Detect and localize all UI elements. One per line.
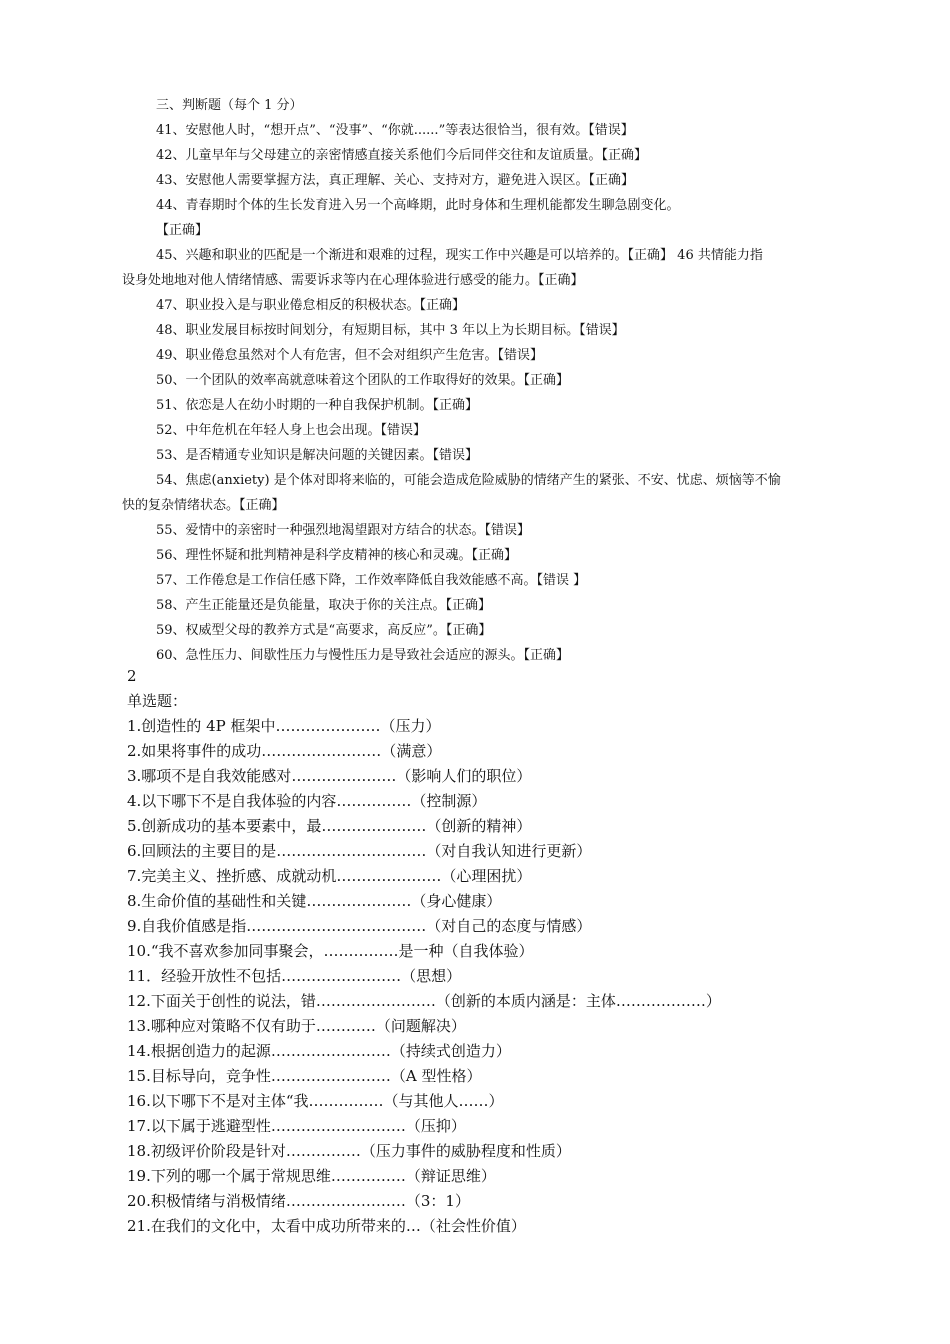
question-49: 49、职业倦怠虽然对个人有危害，但不会对组织产生危害。【错误】 [156, 348, 544, 363]
choice-item-11: 11．经验开放性不包括……………………（思想） [127, 967, 462, 985]
question-57: 57、工作倦怠是工作信任感下降，工作效率降低自我效能感不高。【错误 】 [156, 573, 587, 588]
choice-item-7: 7.完美主义、挫折感、成就动机…………………（心理困扰） [127, 867, 532, 885]
question-56: 56、理性怀疑和批判精神是科学皮精神的核心和灵魂。【正确】 [156, 548, 518, 563]
question-54-cont: 快的复杂情绪状态。【正确】 [122, 498, 285, 513]
section-heading: 单选题： [127, 692, 188, 710]
choice-item-19: 19.下列的哪一个属于常规思维……………（辩证思维） [127, 1167, 496, 1185]
choice-item-4: 4.以下哪下不是自我体验的内容……………（控制源） [127, 792, 487, 810]
choice-item-1: 1.创造性的 4P 框架中…………………（压力） [127, 717, 441, 735]
single-choice-section [127, 664, 927, 1239]
question-44-answer: 【正确】 [156, 223, 209, 238]
choice-item-18: 18.初级评价阶段是针对……………（压力事件的威胁程度和性质） [127, 1142, 571, 1160]
question-58: 58、产生正能量还是负能量，取决于你的关注点。【正确】 [156, 598, 492, 613]
true-false-section [0, 93, 950, 668]
choice-item-17: 17.以下属于逃避型性………………………（压抑） [127, 1117, 466, 1135]
question-50: 50、一个团队的效率高就意味着这个团队的工作取得好的效果。【正确】 [156, 373, 570, 388]
section-heading: 三、判断题（每个 1 分） [156, 98, 303, 113]
choice-item-8: 8.生命价值的基础性和关键…………………（身心健康） [127, 892, 502, 910]
question-46-cont: 设身处地地对他人情绪情感、需要诉求等内在心理体验进行感受的能力。【正确】 [122, 273, 584, 288]
choice-item-16: 16.以下哪下不是对主体“我……………（与其他人……） [127, 1092, 504, 1110]
choice-item-12: 12.下面关于创性的说法，错……………………（创新的本质内涵是：主体………………） [127, 992, 721, 1010]
question-45: 45、兴趣和职业的匹配是一个渐进和艰难的过程，现实工作中兴趣是可以培养的。【正确】 46 共情能力指 [156, 248, 763, 263]
choice-item-9: 9.自我价值感是指………………………………（对自己的态度与情感） [127, 917, 592, 935]
question-44: 44、青春期时个体的生长发育进入另一个高峰期，此时身体和生理机能都发生聊急剧变化。 [156, 198, 680, 213]
question-60: 60、急性压力、间歇性压力与慢性压力是导致社会适应的源头。【正确】 [156, 648, 570, 663]
page-number: 2 [127, 667, 137, 685]
question-52: 52、中年危机在年轻人身上也会出现。【错误】 [156, 423, 427, 438]
choice-item-20: 20.积极情绪与消极情绪……………………（3：1） [127, 1192, 470, 1210]
question-54: 54、焦虑(anxiety) 是个体对即将来临的，可能会造成危险威胁的情绪产生的紧张、不安、忧虑、烦恼等不愉 [156, 473, 781, 488]
choice-item-14: 14.根据创造力的起源……………………（持续式创造力） [127, 1042, 511, 1060]
choice-item-3: 3.哪项不是自我效能感对…………………（影响人们的职位） [127, 767, 532, 785]
question-43: 43、安慰他人需要掌握方法，真正理解、关心、支持对方，避免进入误区。【正确】 [156, 173, 635, 188]
choice-item-15: 15.目标导向，竞争性……………………（A 型性格） [127, 1067, 482, 1085]
question-41: 41、安慰他人时，“想开点”、“没事”、“你就......”等表达很恰当，很有效。【错误】 [156, 123, 634, 138]
choice-item-10: 10.“我不喜欢参加同事聚会，……………是一种（自我体验） [127, 942, 534, 960]
question-59: 59、权威型父母的教养方式是“高要求，高反应”。【正确】 [156, 623, 492, 638]
choice-item-21: 21.在我们的文化中，太看中成功所带来的…（社会性价值） [127, 1217, 526, 1235]
question-51: 51、依恋是人在幼小时期的一种自我保护机制。【正确】 [156, 398, 479, 413]
choice-item-5: 5.创新成功的基本要素中，最…………………（创新的精神） [127, 817, 532, 835]
choice-item-6: 6.回顾法的主要目的是…………………………（对自我认知进行更新） [127, 842, 592, 860]
question-53: 53、是否精通专业知识是解决问题的关键因素。【错误】 [156, 448, 479, 463]
choice-item-13: 13.哪种应对策略不仅有助于…………（问题解决） [127, 1017, 466, 1035]
question-42: 42、儿童早年与父母建立的亲密情感直接关系他们今后同伴交往和友谊质量。【正确】 [156, 148, 648, 163]
question-48: 48、职业发展目标按时间划分，有短期目标，其中 3 年以上为长期目标。【错误】 [156, 323, 625, 338]
choice-item-2: 2.如果将事件的成功……………………（满意） [127, 742, 442, 760]
question-47: 47、职业投入是与职业倦怠相反的积极状态。【正确】 [156, 298, 466, 313]
question-55: 55、爱情中的亲密时一种强烈地渴望跟对方结合的状态。【错误】 [156, 523, 531, 538]
